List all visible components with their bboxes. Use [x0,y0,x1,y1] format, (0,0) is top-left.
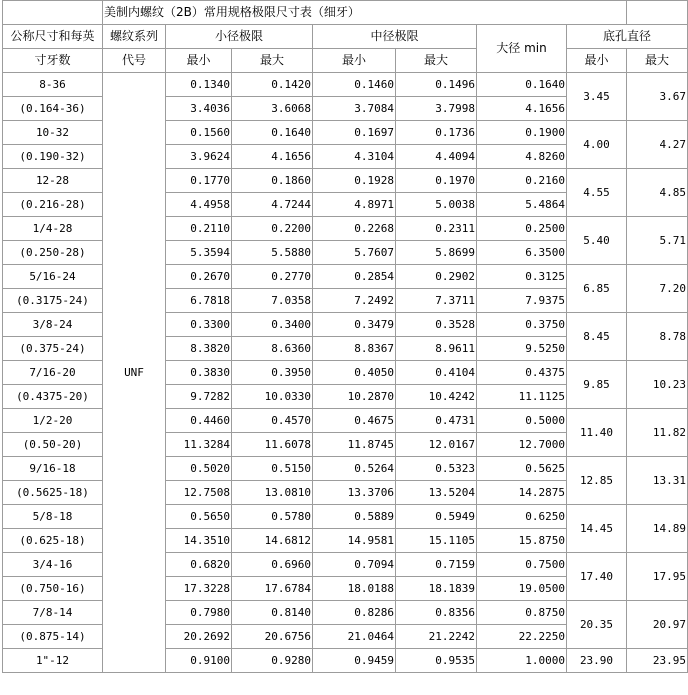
minor-max-cell: 0.3400 [232,313,313,337]
size-cell: (0.5625-18) [3,481,103,505]
size-cell: (0.216-28) [3,193,103,217]
pitch-max-cell: 12.0167 [396,433,477,457]
pitch-min-cell: 7.2492 [313,289,396,313]
minor-max-cell: 0.2770 [232,265,313,289]
size-cell: (0.164-36) [3,97,103,121]
size-cell: 3/8-24 [3,313,103,337]
size-cell: (0.190-32) [3,145,103,169]
pitch-min-cell: 0.1928 [313,169,396,193]
minor-max-cell: 0.5780 [232,505,313,529]
size-cell: 8-36 [3,73,103,97]
minor-max-cell: 8.6360 [232,337,313,361]
minor-min-cell: 4.4958 [166,193,232,217]
drill-min-cell: 3.45 [567,73,627,121]
drill-max-cell: 8.78 [627,313,688,361]
header-pitch-max: 最大 [396,49,477,73]
minor-max-cell: 4.1656 [232,145,313,169]
drill-max-cell: 17.95 [627,553,688,601]
minor-max-cell: 0.4570 [232,409,313,433]
drill-min-cell: 4.55 [567,169,627,217]
minor-max-cell: 0.9280 [232,649,313,673]
pitch-max-cell: 15.1105 [396,529,477,553]
table-body [3,1,688,673]
pitch-min-cell: 14.9581 [313,529,396,553]
minor-min-cell: 12.7508 [166,481,232,505]
minor-min-cell: 17.3228 [166,577,232,601]
minor-max-cell: 0.1640 [232,121,313,145]
pitch-min-cell: 0.2854 [313,265,396,289]
pitch-min-cell: 0.3479 [313,313,396,337]
major-min-cell: 0.8750 [477,601,567,625]
minor-min-cell: 0.6820 [166,553,232,577]
minor-min-cell: 3.9624 [166,145,232,169]
pitch-max-cell: 0.5949 [396,505,477,529]
minor-max-cell: 3.6068 [232,97,313,121]
header-drill-max: 最大 [627,49,688,73]
minor-max-cell: 0.6960 [232,553,313,577]
header-pitch-diameter: 中径极限 [313,25,477,49]
pitch-min-cell: 0.2268 [313,217,396,241]
minor-min-cell: 8.3820 [166,337,232,361]
pitch-max-cell: 0.2902 [396,265,477,289]
minor-min-cell: 6.7818 [166,289,232,313]
title-row [3,1,688,25]
size-cell: 7/16-20 [3,361,103,385]
pitch-max-cell: 0.1970 [396,169,477,193]
minor-max-cell: 20.6756 [232,625,313,649]
drill-min-cell: 8.45 [567,313,627,361]
header-row-2 [3,49,688,73]
pitch-max-cell: 0.2311 [396,217,477,241]
size-cell: (0.875-14) [3,625,103,649]
header-major-diameter: 大径 min [477,25,567,73]
major-min-cell: 1.0000 [477,649,567,673]
size-cell: (0.3175-24) [3,289,103,313]
pitch-min-cell: 0.4675 [313,409,396,433]
drill-min-cell: 11.40 [567,409,627,457]
header-tap-drill: 底孔直径 [567,25,688,49]
pitch-min-cell: 13.3706 [313,481,396,505]
major-min-cell: 5.4864 [477,193,567,217]
pitch-max-cell: 8.9611 [396,337,477,361]
drill-max-cell: 5.71 [627,217,688,265]
major-min-cell: 4.8260 [477,145,567,169]
minor-min-cell: 0.9100 [166,649,232,673]
pitch-min-cell: 8.8367 [313,337,396,361]
major-min-cell: 0.2500 [477,217,567,241]
major-min-cell: 22.2250 [477,625,567,649]
minor-max-cell: 5.5880 [232,241,313,265]
pitch-min-cell: 10.2870 [313,385,396,409]
header-nominal-line2: 寸牙数 [3,49,103,73]
pitch-max-cell: 0.4731 [396,409,477,433]
pitch-max-cell: 0.3528 [396,313,477,337]
minor-max-cell: 13.0810 [232,481,313,505]
header-nominal: 公称尺寸和每英 [3,25,103,49]
minor-min-cell: 0.2670 [166,265,232,289]
drill-min-cell: 9.85 [567,361,627,409]
minor-min-cell: 0.1770 [166,169,232,193]
drill-max-cell: 7.20 [627,265,688,313]
pitch-max-cell: 0.8356 [396,601,477,625]
pitch-min-cell: 0.4050 [313,361,396,385]
drill-min-cell: 4.00 [567,121,627,169]
major-min-cell: 4.1656 [477,97,567,121]
size-cell: 12-28 [3,169,103,193]
minor-max-cell: 17.6784 [232,577,313,601]
size-cell: 1/4-28 [3,217,103,241]
drill-max-cell: 10.23 [627,361,688,409]
blank-cell [627,1,688,25]
minor-max-cell: 4.7244 [232,193,313,217]
pitch-min-cell: 3.7084 [313,97,396,121]
header-row-1 [3,25,688,49]
pitch-max-cell: 4.4094 [396,145,477,169]
minor-max-cell: 0.8140 [232,601,313,625]
size-cell: 1"-12 [3,649,103,673]
size-cell: 9/16-18 [3,457,103,481]
blank-cell [3,1,103,25]
pitch-min-cell: 0.5889 [313,505,396,529]
header-series-line2: 代号 [103,49,166,73]
drill-min-cell: 23.90 [567,649,627,673]
major-min-cell: 0.2160 [477,169,567,193]
minor-min-cell: 0.3830 [166,361,232,385]
major-min-cell: 12.7000 [477,433,567,457]
major-min-cell: 0.3125 [477,265,567,289]
size-cell: 10-32 [3,121,103,145]
drill-max-cell: 11.82 [627,409,688,457]
minor-min-cell: 0.7980 [166,601,232,625]
thread-limits-table [2,0,688,673]
drill-max-cell: 23.95 [627,649,688,673]
pitch-max-cell: 3.7998 [396,97,477,121]
size-cell: 1/2-20 [3,409,103,433]
minor-min-cell: 11.3284 [166,433,232,457]
minor-min-cell: 0.1560 [166,121,232,145]
pitch-max-cell: 0.9535 [396,649,477,673]
major-min-cell: 0.3750 [477,313,567,337]
minor-max-cell: 10.0330 [232,385,313,409]
major-min-cell: 6.3500 [477,241,567,265]
pitch-max-cell: 5.0038 [396,193,477,217]
minor-min-cell: 9.7282 [166,385,232,409]
pitch-min-cell: 4.8971 [313,193,396,217]
drill-min-cell: 12.85 [567,457,627,505]
minor-max-cell: 0.2200 [232,217,313,241]
series-code-cell: UNF [103,73,166,673]
pitch-max-cell: 0.7159 [396,553,477,577]
minor-max-cell: 11.6078 [232,433,313,457]
pitch-max-cell: 21.2242 [396,625,477,649]
header-minor-diameter: 小径极限 [166,25,313,49]
pitch-min-cell: 0.7094 [313,553,396,577]
major-min-cell: 7.9375 [477,289,567,313]
pitch-max-cell: 5.8699 [396,241,477,265]
pitch-min-cell: 0.1460 [313,73,396,97]
pitch-max-cell: 13.5204 [396,481,477,505]
minor-max-cell: 0.1860 [232,169,313,193]
minor-min-cell: 0.2110 [166,217,232,241]
pitch-min-cell: 21.0464 [313,625,396,649]
pitch-min-cell: 0.5264 [313,457,396,481]
size-cell: (0.50-20) [3,433,103,457]
minor-max-cell: 14.6812 [232,529,313,553]
major-min-cell: 19.0500 [477,577,567,601]
major-min-cell: 0.6250 [477,505,567,529]
size-cell: (0.4375-20) [3,385,103,409]
drill-max-cell: 3.67 [627,73,688,121]
major-min-cell: 9.5250 [477,337,567,361]
minor-max-cell: 0.5150 [232,457,313,481]
header-pitch-min: 最小 [313,49,396,73]
size-cell: 5/8-18 [3,505,103,529]
minor-max-cell: 0.3950 [232,361,313,385]
major-min-cell: 0.5625 [477,457,567,481]
minor-min-cell: 0.3300 [166,313,232,337]
size-cell: 3/4-16 [3,553,103,577]
minor-max-cell: 7.0358 [232,289,313,313]
header-minor-min: 最小 [166,49,232,73]
drill-max-cell: 20.97 [627,601,688,649]
drill-min-cell: 14.45 [567,505,627,553]
drill-min-cell: 17.40 [567,553,627,601]
header-series: 螺纹系列 [103,25,166,49]
major-min-cell: 0.4375 [477,361,567,385]
pitch-min-cell: 4.3104 [313,145,396,169]
drill-min-cell: 20.35 [567,601,627,649]
major-min-cell: 15.8750 [477,529,567,553]
minor-min-cell: 3.4036 [166,97,232,121]
major-min-cell: 0.1900 [477,121,567,145]
major-min-cell: 11.1125 [477,385,567,409]
drill-max-cell: 13.31 [627,457,688,505]
major-min-cell: 0.1640 [477,73,567,97]
header-drill-min: 最小 [567,49,627,73]
drill-min-cell: 5.40 [567,217,627,265]
pitch-max-cell: 0.4104 [396,361,477,385]
major-min-cell: 14.2875 [477,481,567,505]
pitch-min-cell: 5.7607 [313,241,396,265]
major-min-cell: 0.7500 [477,553,567,577]
drill-max-cell: 4.85 [627,169,688,217]
pitch-min-cell: 0.1697 [313,121,396,145]
table-row [3,73,688,97]
major-min-cell: 0.5000 [477,409,567,433]
pitch-max-cell: 7.3711 [396,289,477,313]
pitch-min-cell: 11.8745 [313,433,396,457]
drill-min-cell: 6.85 [567,265,627,313]
minor-max-cell: 0.1420 [232,73,313,97]
pitch-min-cell: 18.0188 [313,577,396,601]
minor-min-cell: 0.5020 [166,457,232,481]
pitch-max-cell: 18.1839 [396,577,477,601]
minor-min-cell: 0.1340 [166,73,232,97]
pitch-max-cell: 0.1736 [396,121,477,145]
pitch-max-cell: 0.1496 [396,73,477,97]
table-title: 美制内螺纹（2B）常用规格极限尺寸表（细牙） [103,1,627,25]
header-minor-max: 最大 [232,49,313,73]
size-cell: (0.250-28) [3,241,103,265]
minor-min-cell: 14.3510 [166,529,232,553]
minor-min-cell: 20.2692 [166,625,232,649]
pitch-min-cell: 0.9459 [313,649,396,673]
minor-min-cell: 5.3594 [166,241,232,265]
drill-max-cell: 14.89 [627,505,688,553]
size-cell: 5/16-24 [3,265,103,289]
minor-min-cell: 0.5650 [166,505,232,529]
size-cell: 7/8-14 [3,601,103,625]
size-cell: (0.375-24) [3,337,103,361]
size-cell: (0.625-18) [3,529,103,553]
size-cell: (0.750-16) [3,577,103,601]
drill-max-cell: 4.27 [627,121,688,169]
minor-min-cell: 0.4460 [166,409,232,433]
pitch-max-cell: 0.5323 [396,457,477,481]
pitch-min-cell: 0.8286 [313,601,396,625]
pitch-max-cell: 10.4242 [396,385,477,409]
